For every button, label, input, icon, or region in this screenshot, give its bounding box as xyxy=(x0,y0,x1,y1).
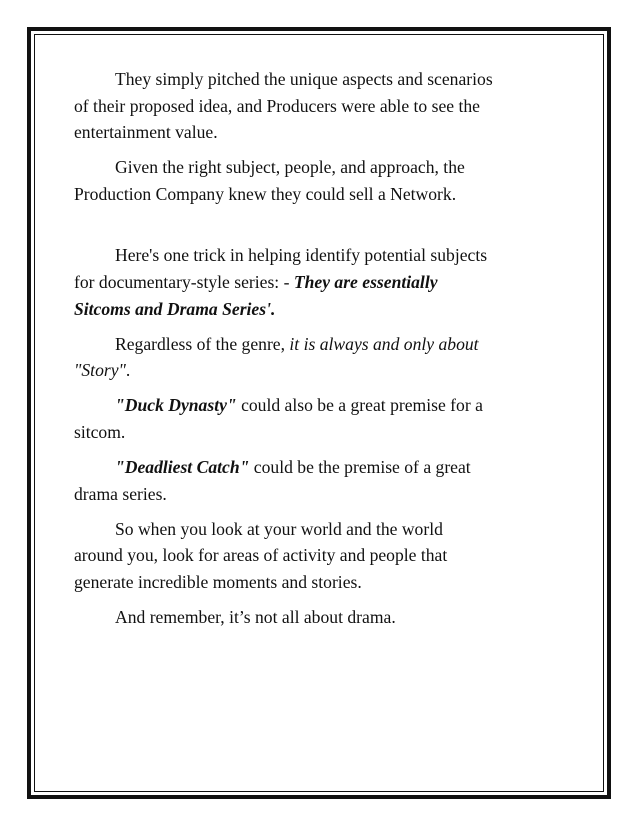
text-line xyxy=(74,331,564,358)
text-run: . xyxy=(125,360,131,381)
text-line: entertainment value. xyxy=(74,122,218,143)
show-title-text: "Deadliest Catch" xyxy=(115,457,250,478)
text-line: Here's one trick in helping identify potential subjects xyxy=(115,245,488,266)
text-run: could be the premise of a great xyxy=(249,457,471,478)
document-body xyxy=(74,66,564,639)
text-line: So when you look at your world and the world xyxy=(115,518,443,539)
text-line: generate incredible moments and stories. xyxy=(74,572,362,592)
text-line xyxy=(74,357,564,384)
paragraph-pitched xyxy=(74,66,564,146)
text-run: for documentary-style series: - xyxy=(74,272,294,293)
text-line: drama series. xyxy=(74,483,167,504)
text-run: could also be a great premise for a xyxy=(236,395,483,416)
paragraph-remember xyxy=(74,604,564,631)
text-line: Given the right subject, people, and approach, the xyxy=(115,157,465,178)
text-line: around you, look for areas of activity and people that xyxy=(74,545,448,566)
text-line xyxy=(74,269,564,296)
text-line: They simply pitched the unique aspects and scenarios xyxy=(115,69,493,89)
emphasis-text: They are essentially xyxy=(293,272,438,293)
italic-text: "Story" xyxy=(74,360,126,381)
paragraph-trick xyxy=(74,242,564,322)
paragraph-look-at-world xyxy=(74,516,564,596)
paragraph-deadliest-catch xyxy=(74,454,564,507)
text-run: Regardless of the genre, xyxy=(115,333,290,354)
paragraph-given xyxy=(74,154,564,207)
text-line xyxy=(74,392,564,419)
show-title-text: "Duck Dynasty" xyxy=(115,395,237,416)
text-line: of their proposed idea, and Producers were able to see the xyxy=(74,95,480,116)
paragraph-regardless xyxy=(74,331,564,384)
text-line: Production Company knew they could sell a Network. xyxy=(74,183,457,204)
paragraph-duck-dynasty xyxy=(74,392,564,445)
italic-text: it is always and only about xyxy=(289,333,479,354)
text-line xyxy=(74,454,564,481)
text-line: And remember, it’s not all about drama. xyxy=(115,607,396,628)
text-line: sitcom. xyxy=(74,422,126,443)
emphasis-text: Sitcoms and Drama Series'. xyxy=(74,298,276,319)
